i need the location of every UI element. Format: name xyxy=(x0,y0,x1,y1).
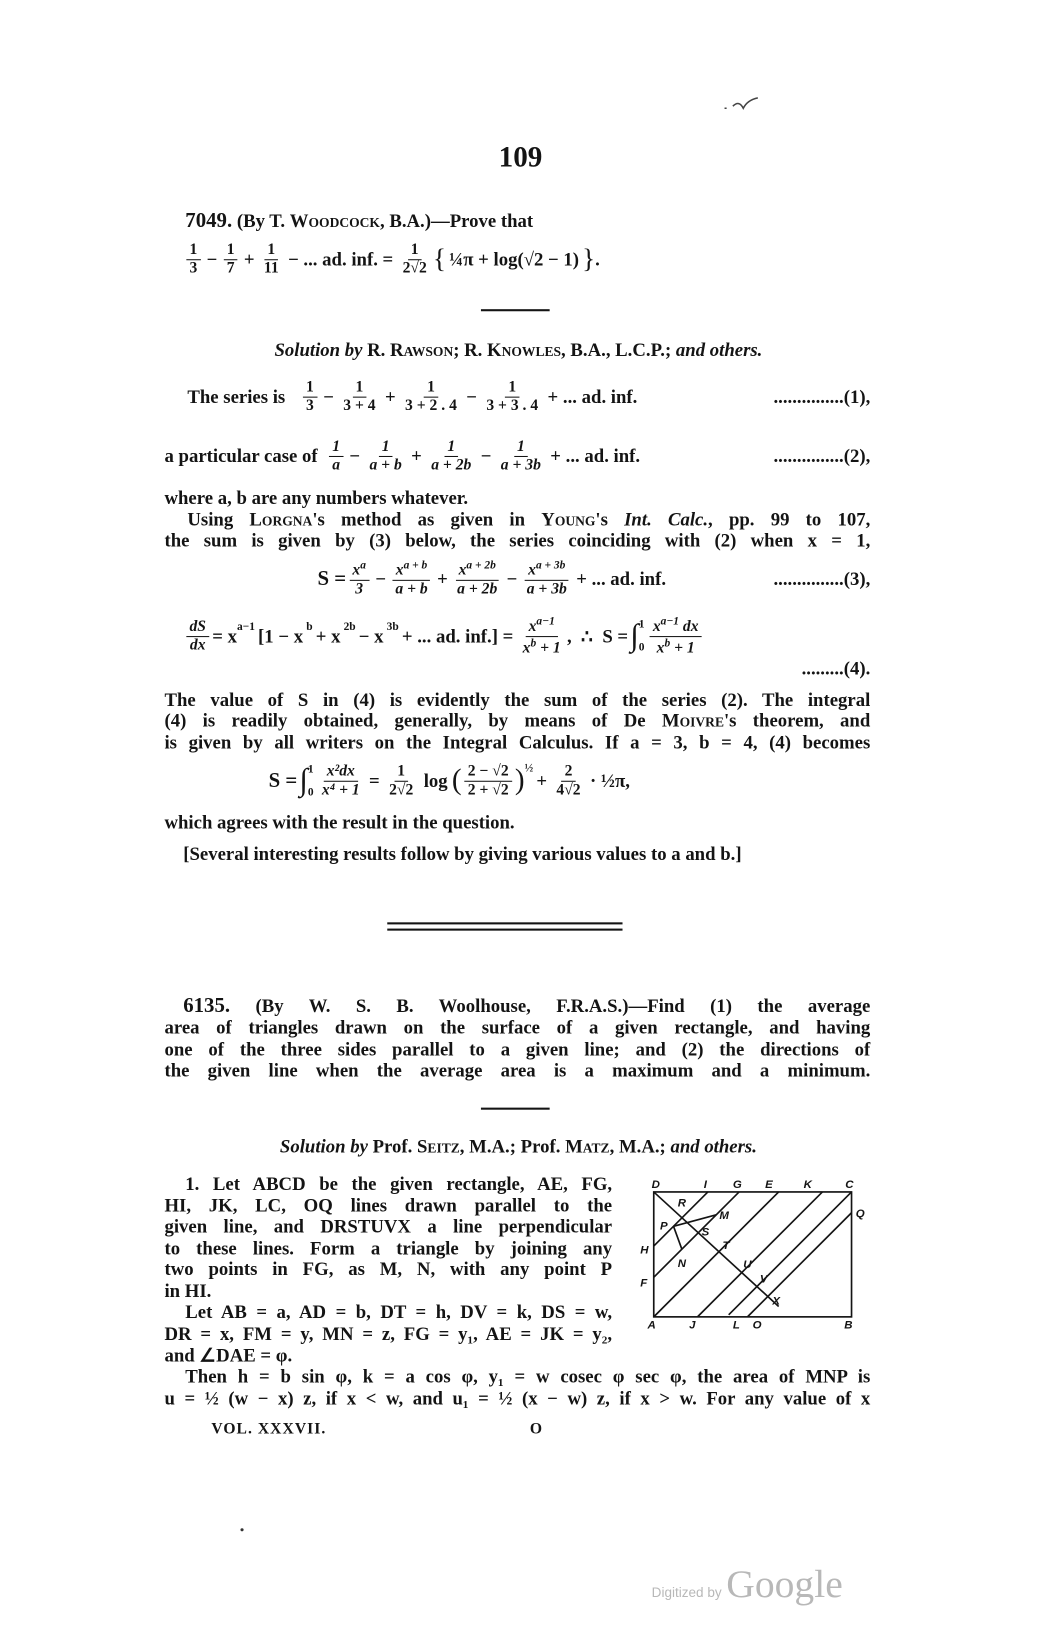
equation-4-number: .........(4). xyxy=(801,657,871,679)
eq5-int: ∫ xyxy=(299,763,308,798)
text1-l2n: Lorgna xyxy=(249,509,313,530)
math-part xyxy=(393,559,431,581)
diagram_labels-G: G xyxy=(732,1178,742,1191)
double-divider-bottom xyxy=(387,929,622,931)
eq3-dens-2: a + 2b xyxy=(457,580,498,598)
eq3-nums-3-0: x xyxy=(528,562,536,579)
eq2-f-1-1: a + b xyxy=(369,456,402,474)
eq4-up: 1 xyxy=(638,618,645,631)
fraction xyxy=(392,559,431,599)
text-line: 1. Let ABCD be the given rectangle, AE, FG, xyxy=(185,1173,613,1195)
fraction xyxy=(329,438,343,474)
math-part xyxy=(455,559,498,581)
fraction xyxy=(319,763,363,799)
diagram_labels-X: X xyxy=(772,1295,781,1308)
text2-l2n: Moivre xyxy=(661,709,724,731)
diagram_labels-U: U xyxy=(743,1258,752,1271)
eq3-leader: ...............(3), xyxy=(773,568,871,590)
eq1-leader: ...............(1), xyxy=(773,386,871,408)
text-line: to these lines. Form a triangle by joining any xyxy=(164,1237,613,1259)
p7049-eq-f1-0: 1 xyxy=(186,241,200,260)
fraction xyxy=(402,378,460,414)
eq3-nums-1-0: x xyxy=(395,562,404,579)
eq4-b2: + x xyxy=(315,625,341,647)
p7049-eq-brace_r: } xyxy=(582,243,596,274)
math-part xyxy=(299,758,313,804)
diagram_labels-S: S xyxy=(701,1226,710,1239)
diagram_labels-V: V xyxy=(759,1273,768,1286)
eq4-b4: + ... ad. inf.] = xyxy=(401,625,514,647)
equation-3 xyxy=(318,558,871,600)
equation-2 xyxy=(164,436,870,476)
eq1-f-0-1: 3 xyxy=(306,397,314,414)
problem-7049-header xyxy=(185,210,891,231)
fraction xyxy=(386,763,416,799)
eq4-dx: dx xyxy=(189,636,206,654)
diagram_labels-E: E xyxy=(765,1178,773,1191)
text-line xyxy=(164,710,870,731)
eq1-f-2-0: 1 xyxy=(424,378,438,397)
sol2-prefix: Solution by xyxy=(279,1135,368,1157)
equation-1 xyxy=(187,377,870,417)
fraction xyxy=(650,615,702,658)
sol1-others: and others. xyxy=(675,339,763,361)
divider xyxy=(481,309,550,311)
fraction xyxy=(483,378,541,414)
eq4-fn: x xyxy=(528,617,537,635)
stray-dot xyxy=(240,1528,243,1531)
eq2-f-0-1: a xyxy=(332,456,341,474)
eq5-f4-1: 4√2 xyxy=(556,781,581,798)
equation-5 xyxy=(269,758,769,804)
problem-7049-equation xyxy=(183,240,808,277)
eq4-e2: b xyxy=(306,620,313,633)
sol1-sep: ; R. xyxy=(453,339,488,361)
text-line xyxy=(187,509,870,530)
eq3-dens-0: 3 xyxy=(355,580,364,598)
text1-l2y: Young xyxy=(541,509,596,530)
text1-l2c: 's xyxy=(595,509,625,530)
eq1-f-3-1: 3 + 3 . 4 xyxy=(486,397,539,414)
eq2-label: a particular case of xyxy=(164,445,318,467)
text-line: The value of S in (4) is evidently the sum of the series (2). The integral xyxy=(164,689,871,710)
eq2-f-1-0: 1 xyxy=(379,438,393,457)
sol2-n1: Seitz xyxy=(417,1135,460,1157)
eq2-ops-0: − xyxy=(349,445,361,467)
text-line: and ∠DAE = φ. xyxy=(164,1344,293,1366)
eq2-ops-1: + xyxy=(411,445,422,467)
fraction xyxy=(520,615,564,658)
problem-6135-line: the given line when the average area is a maximum and a minimum. xyxy=(164,1059,871,1081)
fraction xyxy=(524,559,570,599)
sol2-rest: , M.A.; xyxy=(609,1135,671,1157)
eq5-f1-0: x²dx xyxy=(324,763,358,782)
text2-l2b: 's theorem, and xyxy=(723,709,871,731)
text-line: the sum is given by (3) below, the series coinciding with (2) when x = 1, xyxy=(164,529,871,551)
eq3-dens-3: a + 3b xyxy=(526,580,567,598)
math-part xyxy=(747,1213,851,1317)
fraction xyxy=(303,378,317,414)
watermark-brand: Google xyxy=(726,1562,843,1607)
eq5-log: log xyxy=(423,770,448,792)
diagram_labels-B: B xyxy=(844,1319,853,1332)
text-line: given line, and DRSTUVX a line perpendicular xyxy=(164,1215,613,1237)
p7049-eq-f1-1: 3 xyxy=(189,259,198,277)
eq1-label: The series is xyxy=(187,386,286,408)
eq3-lhs: S = xyxy=(317,567,347,591)
sol1-prefix: Solution by xyxy=(274,339,363,361)
eq5-end: · ½π, xyxy=(589,770,630,792)
eq1-f-1-0: 1 xyxy=(352,378,366,397)
diagram_labels-P: P xyxy=(659,1220,668,1233)
math-part xyxy=(654,1192,779,1307)
eq5-f2-0: 1 xyxy=(394,763,408,782)
text-line: is given by all writers on the Integral Calculus. If a = 3, b = 4, (4) becomes xyxy=(164,731,871,753)
eq3-nums-0-0: x xyxy=(352,562,361,579)
p7049-eq-tail: − ... ad. inf. = xyxy=(288,248,394,270)
p7049-number: 7049. xyxy=(185,209,233,233)
eq3-ops-1: + xyxy=(437,568,448,590)
diagram_labels-H: H xyxy=(640,1244,649,1257)
eq3-ops-2: − xyxy=(506,568,518,590)
eq4-in: x xyxy=(652,617,661,635)
fraction xyxy=(399,241,429,277)
math-part xyxy=(654,1192,852,1317)
eq4-e3: 2b xyxy=(343,620,356,633)
eq5-plus: + xyxy=(536,770,548,792)
text-line: two points in FG, as M, N, with any point P xyxy=(164,1258,613,1280)
text-line: where a, b are any numbers whatever. xyxy=(164,487,469,509)
diagram_labels-T: T xyxy=(722,1240,730,1253)
eq5-pr: ) xyxy=(514,764,525,797)
eq2-f-2-0: 1 xyxy=(444,438,458,457)
eq4-lo: 0 xyxy=(638,641,645,654)
fraction xyxy=(366,438,405,474)
eq2-leader: ...............(2), xyxy=(773,445,871,467)
eq3-nums-1-1: a + b xyxy=(403,559,428,572)
math-part xyxy=(725,98,758,108)
p7049-eq-end: . xyxy=(595,248,600,270)
math-part xyxy=(308,758,314,804)
eq5-f3-1: 2 + √2 xyxy=(467,781,509,798)
problem-6135-line xyxy=(183,995,870,1016)
eq4-b1: [1 − x xyxy=(258,625,304,647)
eq5-eq: = xyxy=(369,770,380,792)
p7049-eq-f2-0: 1 xyxy=(224,241,238,260)
eq4-idt: + 1 xyxy=(670,639,695,657)
sol2-n2: Matz xyxy=(565,1135,610,1157)
text1-l2a: Using xyxy=(187,509,250,530)
eq1-ops-0: − xyxy=(323,386,334,408)
diagram_labels-Q: Q xyxy=(855,1207,865,1220)
eq5-up: 1 xyxy=(307,763,314,776)
math-part xyxy=(729,1192,852,1315)
solution-byline-1 xyxy=(164,339,872,360)
p7049-eq-op2: + xyxy=(243,248,255,270)
equation-4 xyxy=(183,614,870,658)
eq4-eq: = x xyxy=(212,625,237,647)
rectangle-diagram xyxy=(633,1170,877,1339)
diagram_labels-M: M xyxy=(719,1210,729,1223)
text-line: DR = x, FM = y, MN = z, FG = y₁, AE = JK = y₂, xyxy=(164,1323,613,1344)
fraction xyxy=(186,241,200,277)
eq5-f2-1: 2√2 xyxy=(389,781,414,798)
eq4-int: ∫ xyxy=(630,618,639,653)
fraction xyxy=(340,378,379,414)
text-line: [Several interesting results follow by giving various values to a and b.] xyxy=(183,843,742,865)
eq1-ops-2: − xyxy=(466,386,477,408)
eq3-tail: + ... ad. inf. xyxy=(576,568,667,590)
fraction xyxy=(261,241,282,277)
eq1-ops-1: + xyxy=(384,386,396,408)
math-part xyxy=(654,637,698,658)
diagram_labels-F: F xyxy=(640,1277,648,1290)
diagram_labels-D: D xyxy=(651,1178,660,1191)
eq1-f-1-1: 3 + 4 xyxy=(343,397,376,414)
eq3-nums-3-1: a + 3b xyxy=(535,559,566,572)
divider xyxy=(481,1108,550,1110)
text2-l2a: (4) is readily obtained, generally, by means of De xyxy=(164,709,662,731)
eq2-tail: + ... ad. inf. xyxy=(550,445,641,467)
math-part xyxy=(525,559,568,581)
text-line: Then h = b sin φ, k = a cos φ, y₁ = w cosec φ sec φ, the area of MNP is xyxy=(185,1365,871,1387)
eq2-f-2-1: a + 2b xyxy=(431,456,472,474)
sol1-n1: Rawson xyxy=(390,339,454,361)
diagram_labels-L: L xyxy=(732,1319,740,1332)
eq4-ine: a−1 xyxy=(660,614,680,628)
eq5-lhs: S = xyxy=(268,769,298,793)
eq5-pow: ½ xyxy=(524,762,534,775)
eq2-ops-2: − xyxy=(480,445,492,467)
volume-footer: VOL. XXXVII. xyxy=(211,1420,327,1438)
text1-l2d: , pp. 99 to 107, xyxy=(708,509,871,530)
p7049-eq-brace_l: { xyxy=(433,243,447,274)
eq1-f-0-0: 1 xyxy=(303,378,317,397)
eq5-pl: ( xyxy=(451,764,462,797)
diagram_labels-N: N xyxy=(677,1257,686,1270)
eq4-dS: dS xyxy=(186,618,209,637)
math-part xyxy=(520,637,564,658)
solution-byline-2 xyxy=(164,1136,872,1157)
eq4-int_dx: dx xyxy=(679,617,699,635)
eq4-fde: b xyxy=(530,636,537,650)
eq5-lo: 0 xyxy=(307,785,314,799)
eq4-therefore: , ∴ S = xyxy=(566,625,629,647)
signature-mark: O xyxy=(529,1420,543,1438)
text-line: Let AB = a, AD = b, DT = h, DV = k, DS = w, xyxy=(185,1301,613,1323)
sol1-rest: , B.A., L.C.P.; xyxy=(561,339,676,361)
p7049-eq-f2-1: 7 xyxy=(226,259,235,277)
fraction xyxy=(454,559,500,599)
text-line: which agrees with the result in the question. xyxy=(164,811,515,833)
eq4-fd: x xyxy=(522,639,531,657)
p7049-eq-f4-1: 2√2 xyxy=(402,259,427,277)
page-number: 109 xyxy=(498,141,543,174)
eq4-fne: a−1 xyxy=(536,614,555,628)
eq4-ide: b xyxy=(664,636,671,650)
eq1-tail: + ... ad. inf. xyxy=(547,386,638,408)
math-part xyxy=(349,559,369,581)
text1-l2i: Int. Calc. xyxy=(624,509,709,530)
fraction xyxy=(349,559,369,599)
eq4-fdt: + 1 xyxy=(536,639,561,657)
p7049-author: Woodcock xyxy=(289,210,380,232)
diagram_labels-R: R xyxy=(677,1197,686,1210)
eq4-id: x xyxy=(656,639,665,657)
diagram_labels-I: I xyxy=(703,1178,707,1191)
eq4-e4: 3b xyxy=(386,620,399,633)
text-line: in HI. xyxy=(164,1280,212,1302)
eq5-f1-1: x⁴ + 1 xyxy=(321,781,360,798)
sol1-n1a: R. xyxy=(367,339,391,361)
fraction xyxy=(186,618,209,654)
eq4-e1: a−1 xyxy=(236,620,255,633)
eq2-f-3-0: 1 xyxy=(514,438,528,457)
p6135-number: 6135. xyxy=(183,994,231,1018)
diagram_labels-A: A xyxy=(647,1319,656,1332)
math-part xyxy=(650,615,702,637)
eq3-nums-2-1: a + 2b xyxy=(466,559,496,572)
problem-6135-line: one of the three sides parallel to a given line; and (2) the directions of xyxy=(164,1038,871,1060)
eq5-f4-0: 2 xyxy=(561,763,575,782)
math-part xyxy=(639,613,645,659)
google-watermark xyxy=(652,1562,843,1608)
sol2-others: and others. xyxy=(670,1135,757,1157)
math-part xyxy=(640,1179,864,1332)
text-line: u = ½ (w − x) z, if x < w, and u₁ = ½ (x − w) z, if x > w. For any value of x xyxy=(164,1387,871,1409)
p7049-eq-f3-1: 11 xyxy=(263,259,279,277)
eq3-nums-0-1: a xyxy=(360,559,366,572)
fraction xyxy=(224,241,238,277)
p7049-eq-body: ¼π + log(√2 − 1) xyxy=(449,248,580,270)
sol1-n2: Knowles xyxy=(487,339,562,361)
p7049-eq-op1: − xyxy=(206,248,218,270)
eq3-nums-2-0: x xyxy=(458,562,467,579)
sol2-n1a: Prof. xyxy=(367,1135,418,1157)
fraction xyxy=(553,763,583,799)
diagram_labels-K: K xyxy=(803,1178,812,1191)
diagram_labels-O: O xyxy=(752,1319,762,1332)
p6135-l1: (By W. S. B. Woolhouse, F.R.A.S.)—Find (1) the average xyxy=(255,995,871,1017)
eq2-f-0-0: 1 xyxy=(329,438,343,457)
integral-sign xyxy=(630,613,644,659)
diagram_labels-C: C xyxy=(845,1178,854,1191)
text-line: HI, JK, LC, OQ lines drawn parallel to the xyxy=(164,1195,613,1216)
double-divider-top xyxy=(387,922,622,924)
pencil-mark xyxy=(718,94,770,115)
text1-l2b: 's method as given in xyxy=(312,509,542,530)
eq3-dens-1: a + b xyxy=(395,580,428,598)
problem-6135-line: area of triangles drawn on the surface of a given rectangle, and having xyxy=(164,1017,871,1038)
watermark-prefix: Digitized by xyxy=(651,1584,722,1601)
sol2-sep: , M.A.; Prof. xyxy=(459,1135,566,1157)
fraction xyxy=(428,438,474,474)
eq5-f3-0: 2 − √2 xyxy=(465,763,512,782)
fraction xyxy=(498,438,544,474)
p7049-eq-f3-0: 1 xyxy=(264,241,278,260)
eq1-f-3-0: 1 xyxy=(505,378,519,397)
eq3-ops-0: − xyxy=(375,568,386,590)
math-part xyxy=(674,1226,682,1249)
p7049-by_open: (By T. xyxy=(236,210,290,232)
math-part xyxy=(525,615,557,637)
diagram_labels-J: J xyxy=(689,1319,696,1332)
p7049-by_close: , B.A.)—Prove that xyxy=(379,210,534,232)
eq1-f-2-1: 3 + 2 . 4 xyxy=(405,397,457,414)
math-part xyxy=(654,1192,852,1317)
eq2-f-3-1: a + 3b xyxy=(500,456,541,474)
eq4-b3: − x xyxy=(358,625,384,647)
p7049-eq-f4-0: 1 xyxy=(408,241,422,260)
fraction xyxy=(465,763,512,799)
